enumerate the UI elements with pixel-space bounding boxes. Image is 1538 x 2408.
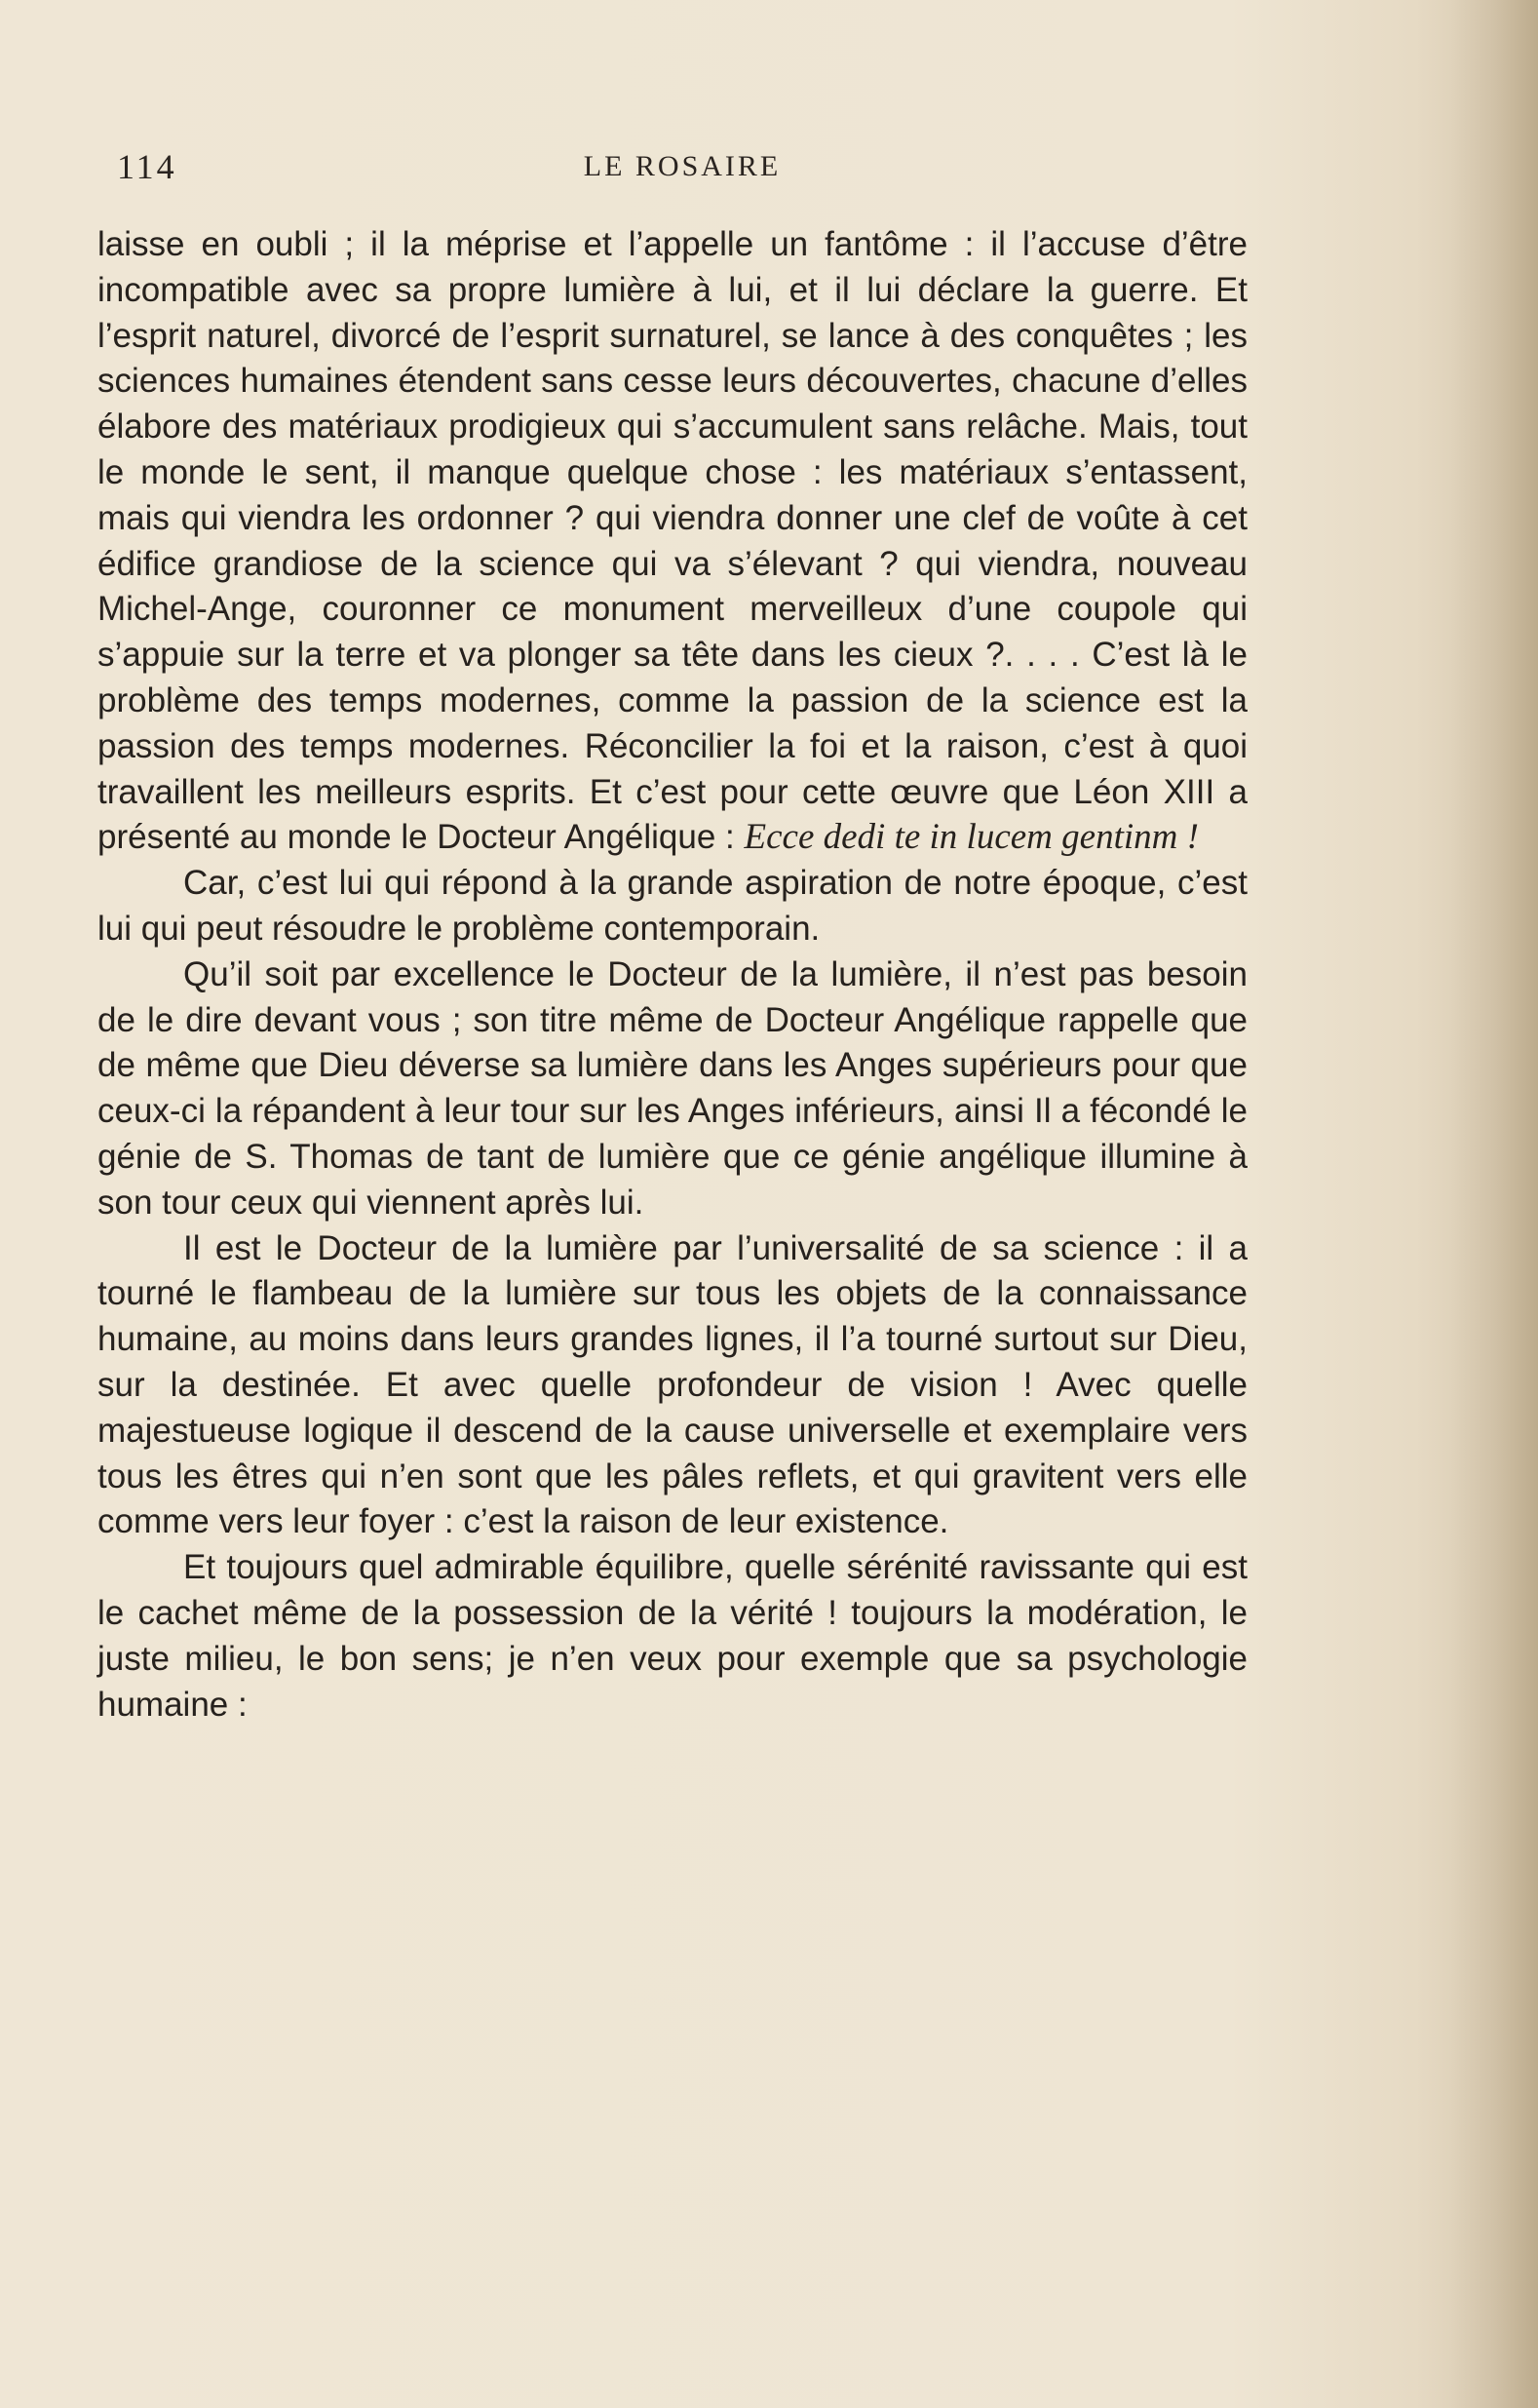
page-header (117, 146, 1248, 195)
body-text (97, 222, 1248, 1728)
latin-quotation: Ecce dedi te in lucem gentinm ! (744, 817, 1199, 858)
paragraph-2: Car, c’est lui qui répond à la grande aspiration de notre époque, c’est lui qui peut résoudre le problème contemporain. (97, 864, 1248, 948)
page-number: 114 (117, 147, 177, 186)
running-title: LE ROSAIRE (583, 150, 782, 182)
page-gutter-shadow (1450, 0, 1538, 2408)
paragraph-1-text: laisse en oubli ; il la méprise et l’appelle un fantôme : il l’accuse d’être incompatible avec sa propre lumière à lui, et il lui déclare la guerre. Et l’esprit naturel, divorcé de l’esprit surnaturel, se lance à des conquêtes ; les sciences humaines étendent sans cesse leurs découvertes, chacune d’elles élabore des matériaux prodigieux qui s’accumulent sans relâche. Mais, tout le monde le sent, il manque quelque chose : les matériaux s’entassent, mais qui viendra les ordonner ? qui viendra donner une clef de voûte à cet édifice grandiose de la science qui va s’élevant ? qui viendra, nouveau Michel-Ange, couronner ce monument merveilleux d’une coupole qui s’appuie sur la terre et va plonger sa tête dans les cieux ?. . . . C’est là le problème des temps modernes, comme la passion de la science est la passion des temps modernes. Réconcilier la foi et la raison, c’est à quoi travaillent les meilleurs esprits. Et c’est pour cette œuvre que Léon XIII a présenté au monde le Docteur Angélique : (97, 225, 1248, 857)
paragraph-3: Qu’il soit par excellence le Docteur de la lumière, il n’est pas besoin de le dire devant vous ; son titre même de Docteur Angélique rappelle que de même que Dieu déverse sa lumière dans les Anges supérieurs pour que ceux-ci la répandent à leur tour sur les Anges inférieurs, ainsi Il a fécondé le génie de S. Thomas de tant de lumière que ce génie angélique illumine à son tour ceux qui viennent après lui. (97, 954, 1248, 1222)
paragraph-4: Il est le Docteur de la lumière par l’universalité de sa science : il a tourné le flambeau de la lumière sur tous les objets de la connaissance humaine, au moins dans leurs grandes lignes, il l’a tourné surtout sur Dieu, sur la destinée. Et avec quelle profondeur de vision ! Avec quelle majestueuse logique il descend de la cause universelle et exemplaire vers tous les êtres qui n’en sont que les pâles reflets, et qui gravitent vers elle comme vers leur foyer : c’est la raison de leur existence. (97, 1228, 1248, 1541)
paragraph-5: Et toujours quel admirable équilibre, quelle sérénité ravissante qui est le cachet même de la possession de la vérité ! toujours la modération, le juste milieu, le bon sens; je n’en veux pour exemple que sa psychologie humaine : (97, 1548, 1248, 1724)
paragraph-1 (97, 222, 1248, 861)
